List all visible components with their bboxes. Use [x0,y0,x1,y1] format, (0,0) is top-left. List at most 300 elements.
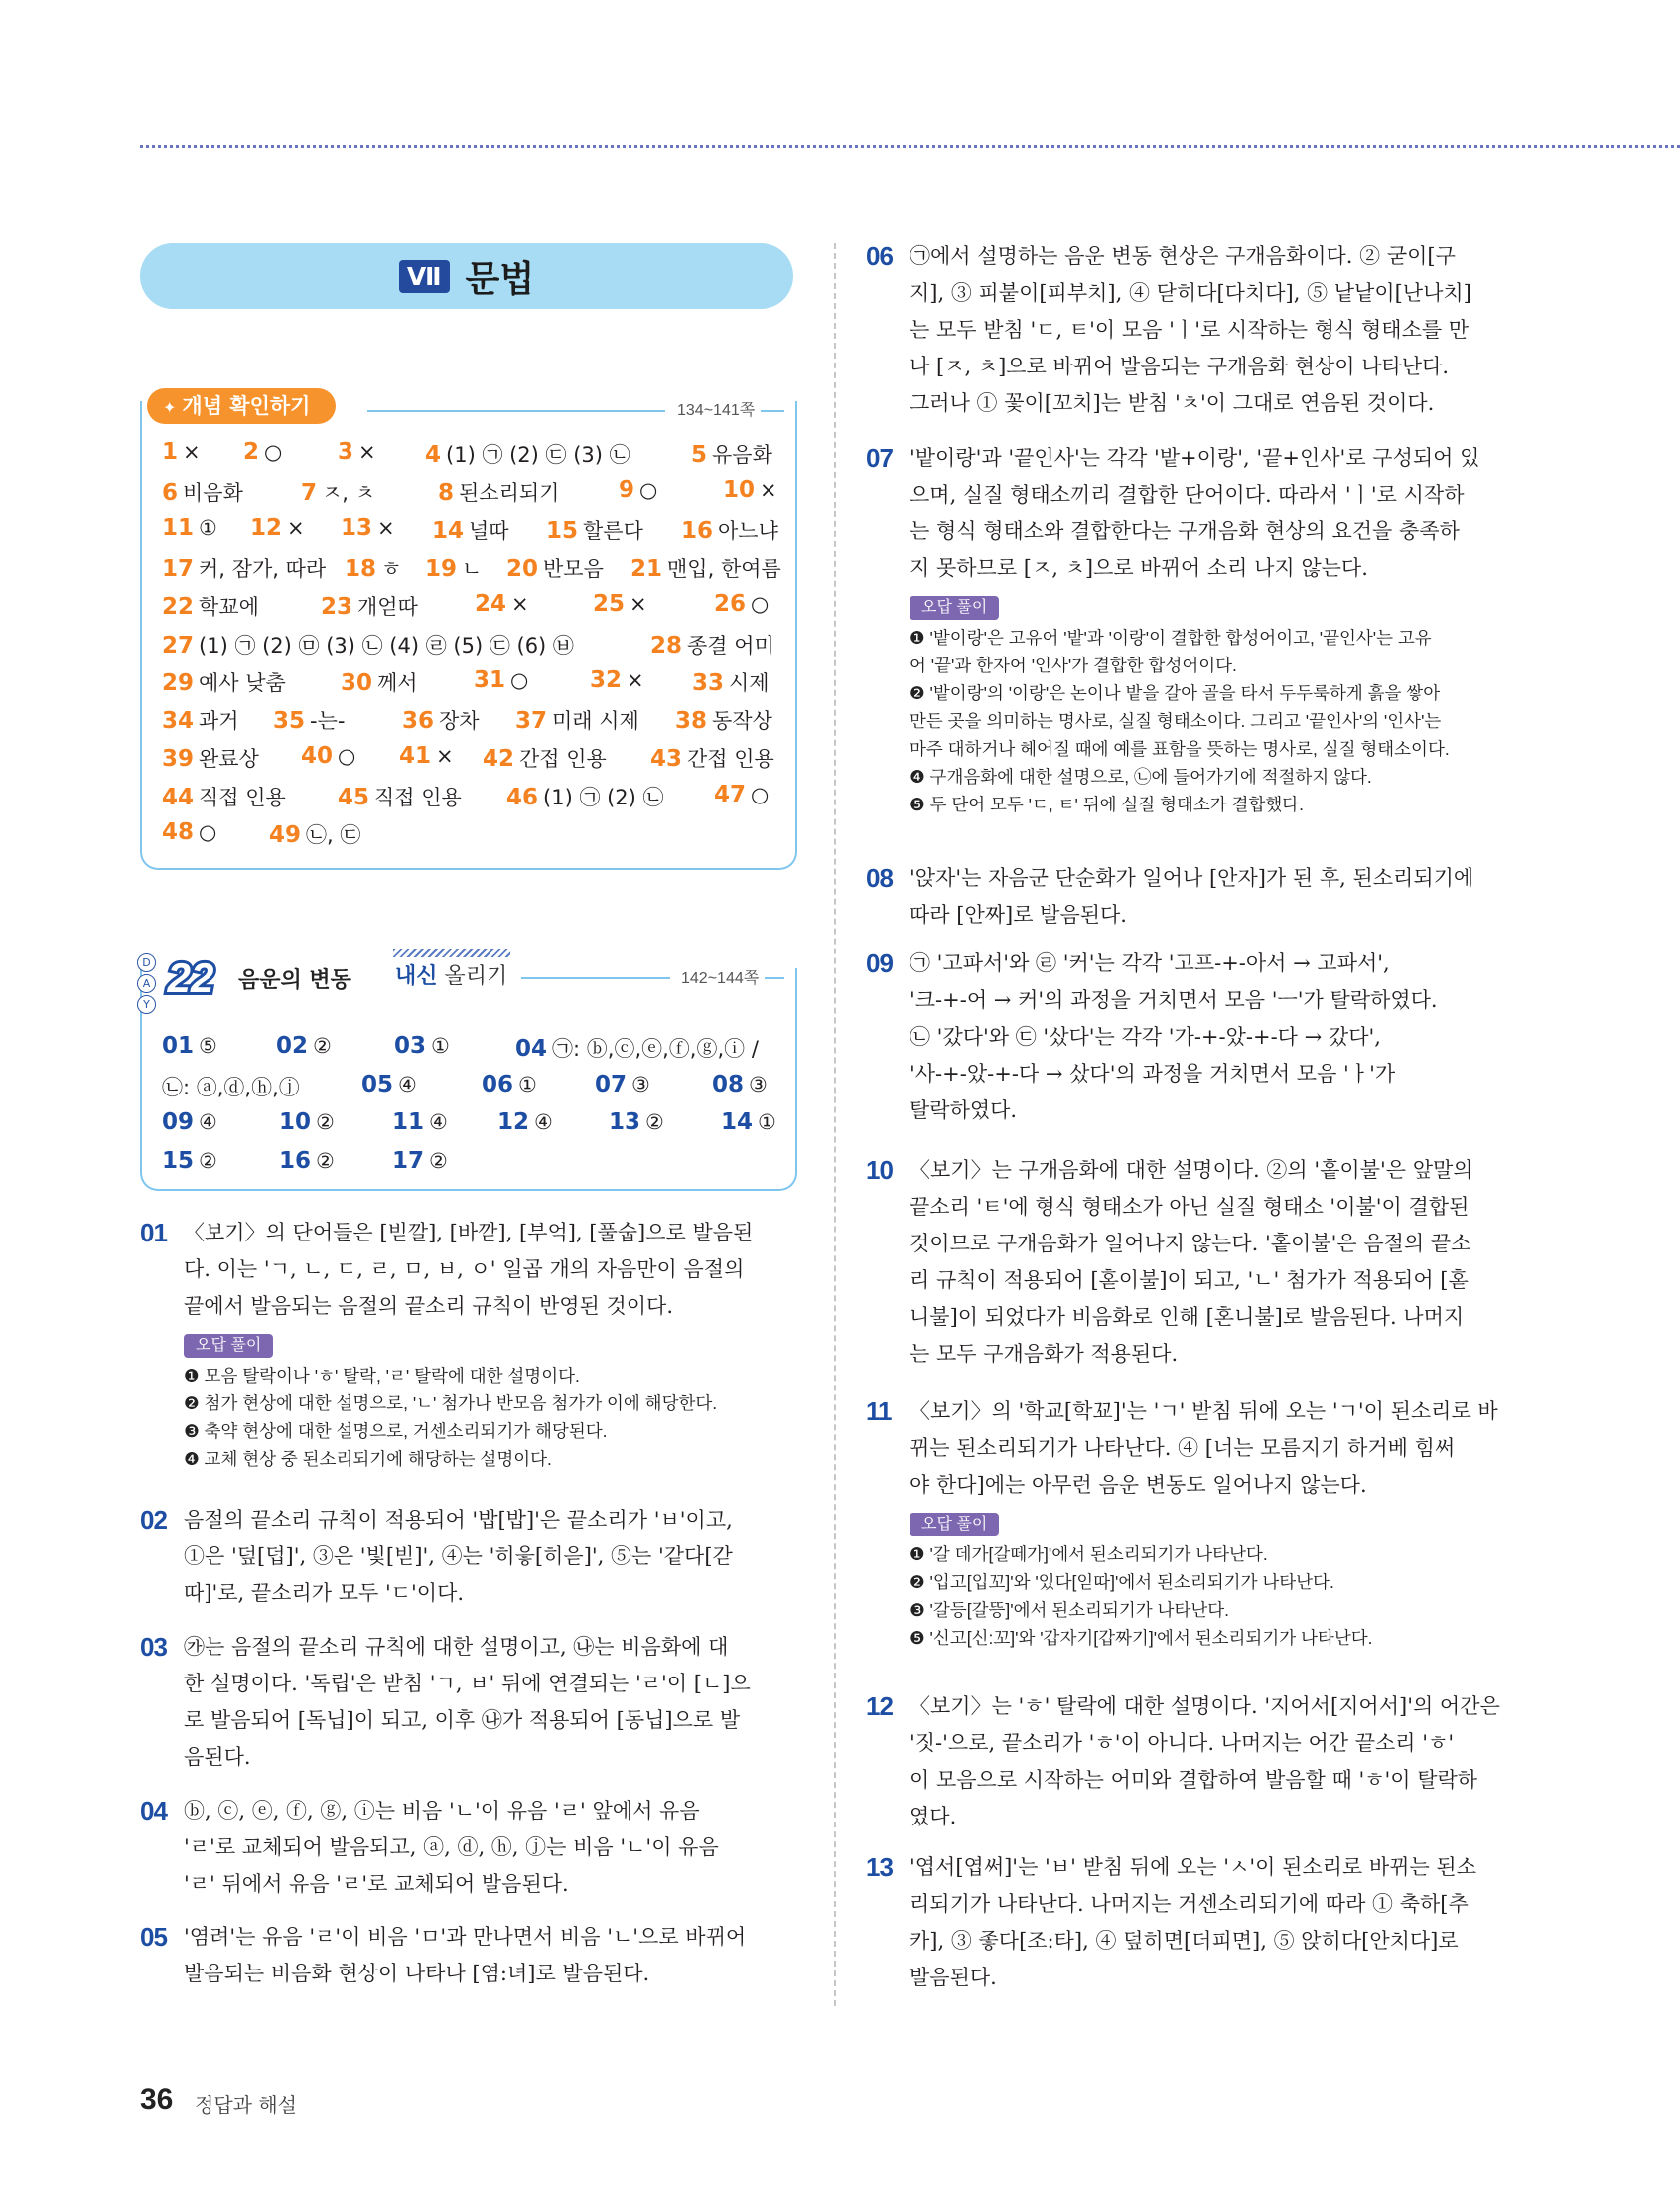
concept-box-top-line [367,410,665,412]
answer-text: ② [316,1148,335,1173]
answer-text: ④ [398,1072,417,1096]
answer-number: 30 [341,669,373,696]
explanation-line: 끝에서 발음되는 음절의 끝소리 규칙이 반영된 것이다. [184,1294,674,1318]
answer-number: 13 [341,514,373,541]
explanation-body [910,1688,1521,1835]
explanation-number: 08 [866,863,893,893]
explanation-body [910,946,1521,1129]
explanation-item [140,1793,795,1903]
answer-item [162,553,326,583]
wrong-answer-line: ❹ 구개음화에 대한 설명으로, ㉡에 들어가기에 적절하지 않다. [910,767,1372,787]
answer-item [723,477,777,503]
answer-number: 26 [714,591,747,618]
answer-item [273,705,345,735]
answer-number: 6 [162,480,179,507]
section-roman-numeral: Ⅶ [399,260,450,293]
answer-item [399,743,454,769]
answer-row [162,782,777,815]
day-number-badge [159,950,222,1004]
explanation-line: 따라 [안짜]로 발음된다. [910,903,1127,927]
wrong-answer-notes [184,1362,795,1473]
wrong-answer-tag: 오답 풀이 [910,1513,999,1536]
answer-number: 5 [691,442,708,468]
answer-row [162,819,777,853]
explanation-number: 03 [140,1632,167,1662]
answer-number: 11 [392,1109,425,1135]
answer-number: 47 [714,781,747,807]
answer-text: 간접 인용 [519,747,607,772]
answer-item [691,439,772,469]
explanation-line: 탈락하였다. [910,1098,1018,1122]
answer-item [162,1109,217,1135]
explanation-line: 이 모음으로 시작하는 어미와 결합하여 발음할 때 'ㅎ'이 탈락하 [910,1768,1478,1792]
explanation-body [184,1502,795,1612]
answer-text: 동작상 [712,709,772,734]
answer-item [650,743,774,773]
wrong-answer-line: ❷ 첨가 현상에 대한 설명으로, 'ㄴ' 첨가나 반모음 첨가가 이에 해당한다. [184,1393,718,1413]
explanation-line: 것이므로 구개음화가 일어나지 않는다. '홑이불'은 음절의 끝소 [910,1232,1471,1255]
explanation-line: 끝소리 'ㅌ'에 형식 형태소가 아닌 실질 형태소 '이불'이 결합된 [910,1195,1470,1219]
explanation-item [866,440,1521,818]
explanation-number: 09 [866,949,893,978]
explanation-number: 07 [866,443,893,473]
answer-text: ② [316,1110,335,1134]
answer-number: 35 [273,708,306,735]
explanation-line: 한 설명이다. '독립'은 받침 'ㄱ, ㅂ' 뒤에 연결되는 'ㄹ'이 [ㄴ]으 [184,1672,751,1695]
answer-text: (1) ㉠ (2) ㉢ (3) ㉡ [446,443,630,467]
answer-text: ② [313,1034,332,1058]
explanation-number: 04 [140,1796,167,1825]
wrong-answer-line: ❺ '신고[신:꼬]'와 '갑자기[갑짜기]'에서 된소리되기가 나타난다. [910,1628,1373,1648]
answer-item [338,782,462,811]
explanation-body [910,1849,1521,1996]
explanation-line: ⓑ, ⓒ, ⓔ, ⓕ, ⓖ, ⓘ는 비음 'ㄴ'이 유음 'ㄹ' 앞에서 유음 [184,1799,700,1823]
explanation-line: '엽서[엽써]'는 'ㅂ' 받침 뒤에 오는 'ㅅ'이 된소리로 바뀌는 된소 [910,1855,1477,1879]
answer-text: 장차 [439,709,480,734]
explanation-item [140,1215,795,1473]
answer-text: ① [431,1034,450,1058]
answer-text: ② [645,1110,664,1134]
answer-item [650,630,774,659]
column-divider [834,243,836,2006]
answer-text: 반모음 [543,556,604,581]
answer-text: ① [518,1072,537,1096]
explanation-line: 음된다. [184,1745,251,1769]
answer-item [392,1148,448,1174]
answer-text: 미래 시제 [552,709,639,734]
answer-number: 8 [438,480,455,507]
answer-row [162,630,777,663]
answer-item [714,591,769,617]
explanation-line: 는 형식 형태소와 결합한다는 구개음화 현상의 요건을 충족하 [910,519,1460,543]
explanation-number: 05 [140,1922,167,1952]
answer-number: 39 [162,746,195,773]
answer-text: 널따 [469,518,509,543]
wrong-answer-line: 만든 곳을 의미하는 명사로, 실질 형태소이다. 그리고 '끝인사'의 '인사'는 [910,711,1442,731]
wrong-answer-line: ❸ '갈등[갈뜽]'에서 된소리되기가 나타난다. [910,1600,1230,1620]
answer-item [162,743,259,773]
answer-text: × [630,592,647,617]
answer-number: 20 [506,555,539,582]
answer-number: 01 [162,1033,195,1059]
answer-text: ○ [264,440,283,464]
answer-text: 종결 어미 [687,633,774,657]
explanation-line: 카], ③ 좋다[조:타], ④ 덮히면[더피면], ⑤ 앉히다[안치다]로 [910,1929,1459,1953]
concept-page-range: 134~141쪽 [671,397,761,420]
answer-number: 32 [590,666,623,693]
answer-number: 18 [345,555,377,582]
answer-text: ㉡: ⓐ,ⓓ,ⓗ,ⓙ [162,1075,300,1099]
wrong-answer-line: ❶ '밭이랑'은 고유어 '밭'과 '이랑'이 결합한 합성어이고, '끝인사'는 고유 [910,628,1432,648]
answer-text: × [436,744,454,769]
answer-row [162,743,777,777]
answer-text: ○ [199,820,217,844]
answer-number: 12 [250,514,283,541]
answer-number: 1 [162,439,179,465]
answer-item [321,591,418,621]
answer-item [474,667,528,693]
answer-row [162,439,777,473]
answer-item [506,553,604,583]
explanation-item [866,1393,1521,1652]
answer-number: 04 [515,1036,548,1062]
wrong-answer-line: ❷ '입고[입꼬]'와 '있다[읻따]'에서 된소리되기가 나타난다. [910,1572,1334,1592]
explanation-line: 지 못하므로 [ㅈ, ㅊ]으로 바뀌어 소리 나지 않는다. [910,556,1368,580]
answer-text: 직접 인용 [199,785,286,809]
answer-item [162,477,243,507]
answer-text: ○ [338,744,356,769]
explanation-line: ①은 '덮[덥]', ③은 '빛[빋]', ④는 '히읗[히읃]', ⑤는 '같다[갇 [184,1544,733,1568]
answer-item [482,1072,537,1097]
answer-row [162,667,777,701]
answer-item [475,591,529,617]
answer-text: 완료상 [199,747,259,772]
answer-text: × [183,440,201,464]
answer-item [515,705,639,735]
answer-text: (1) ㉠ (2) ㉤ (3) ㉡ (4) ㉣ (5) ㉢ (6) ㉥ [199,633,574,657]
explanation-line: 니불]이 되었다가 비음화로 인해 [혼니불]로 발음된다. 나머지 [910,1305,1465,1329]
top-dotted-rule [140,145,1680,148]
answer-item [609,1109,664,1135]
answer-item [269,819,360,849]
explanation-line: 으며, 실질 형태소끼리 결합한 단어이다. 따라서 'ㅣ'로 시작하 [910,483,1465,507]
explanation-line: '밭이랑'과 '끝인사'는 각각 '밭+이랑', '끝+인사'로 구성되어 있 [910,446,1480,470]
answer-text: ○ [751,782,770,806]
explanation-item [866,860,1521,934]
answer-text: ② [199,1148,217,1173]
answer-item [162,591,259,621]
answer-text: ㅎ [381,556,402,581]
answer-number: 19 [425,555,458,582]
answer-item [483,743,607,773]
answer-text: 과거 [199,709,239,734]
day-tag [395,959,507,990]
answer-text: × [627,667,644,692]
answer-item [162,782,286,811]
explanation-item [866,1152,1521,1373]
answer-number: 3 [338,439,354,465]
answer-text: 맨입, 한여름 [667,556,781,581]
wrong-answer-line: ❹ 교체 현상 중 된소리되기에 해당하는 설명이다. [184,1449,552,1469]
answer-number: 28 [650,632,683,658]
footer-label: 정답과 해설 [195,2093,297,2116]
answer-number: 08 [712,1071,745,1097]
answer-text: ㄴ [462,556,483,581]
wrong-answer-tag: 오답 풀이 [910,596,999,620]
explanation-item [866,1849,1521,1996]
explanation-line: 〈보기〉는 'ㅎ' 탈락에 대한 설명이다. '지어서[지어서]'의 어간은 [910,1694,1500,1718]
answer-number: 05 [361,1071,394,1097]
explanation-line: 음절의 끝소리 규칙이 적용되어 '밥[밥]'은 끝소리가 'ㅂ'이고, [184,1508,733,1532]
answer-item [675,705,772,735]
answer-number: 37 [515,708,548,735]
explanation-line: 따]'로, 끝소리가 모두 'ㄷ'이다. [184,1581,465,1605]
answer-number: 06 [482,1071,514,1097]
answer-item [595,1072,650,1097]
day-letter: A [137,974,156,993]
answer-item [432,515,509,545]
explanation-line: 는 모두 구개음화가 적용된다. [910,1342,1179,1366]
explanation-item [140,1919,795,1992]
answer-text: 커, 잠가, 따라 [199,556,327,581]
explanation-number: 10 [866,1155,893,1185]
answer-number: 10 [723,477,756,504]
answer-item [276,1033,332,1059]
answer-item [301,743,355,769]
explanation-line: '짓-'으로, 끝소리가 'ㅎ'이 아니다. 나머지는 어간 끝소리 'ㅎ' [910,1731,1455,1755]
answer-item [714,782,769,807]
answer-row [162,1072,777,1105]
answer-item [681,515,778,545]
answer-number: 14 [721,1109,754,1135]
concept-check-tab [147,388,336,424]
answer-number: 49 [269,822,302,848]
wrong-answer-tag: 오답 풀이 [184,1334,273,1358]
answer-text: 시제 [729,670,770,695]
answer-number: 07 [595,1071,628,1097]
answer-item [279,1148,335,1174]
explanation-body [910,1393,1521,1652]
answer-item [162,667,286,697]
answer-number: 02 [276,1033,309,1059]
answer-text: ② [429,1148,448,1173]
answer-number: 44 [162,784,195,810]
explanation-line: 였다. [910,1805,957,1828]
answer-number: 36 [402,708,435,735]
answer-text: ㅈ, ㅊ [322,481,375,506]
answer-number: 12 [497,1109,530,1135]
answer-text: ㉡, ㉢ [306,823,361,847]
explanation-line: 리되기가 나타난다. 나머지는 거센소리되기에 따라 ① 축하[추 [910,1892,1469,1916]
answer-item [162,1148,217,1174]
answer-number: 13 [609,1109,641,1135]
answer-number: 09 [162,1109,195,1135]
explanation-body [184,1629,795,1776]
answer-text: 직접 인용 [374,785,462,809]
answer-text: -는- [310,709,346,734]
wrong-answer-line: 마주 대하거나 헤어질 때에 예를 표함을 뜻하는 명사로, 실질 형태소이다. [910,739,1450,759]
explanation-line: 발음된다. [910,1966,997,1989]
answer-item [341,515,395,541]
explanation-item [140,1629,795,1776]
explanation-line: '앉자'는 자음군 단순화가 일어나 [안자]가 된 후, 된소리되기에 [910,866,1474,890]
answer-item [361,1072,417,1097]
explanation-item [140,1502,795,1612]
answer-number: 15 [546,517,579,544]
explanation-line: 다. 이는 'ㄱ, ㄴ, ㄷ, ㄹ, ㅁ, ㅂ, ㅇ' 일곱 개의 자음만이 음절의 [184,1257,745,1281]
answer-item [721,1109,776,1135]
concept-check-label: 개념 확인하기 [182,394,311,418]
answer-number: 2 [243,439,260,465]
answer-item [497,1109,553,1135]
day-box-top-line [521,977,670,979]
answer-number: 16 [681,517,714,544]
answer-number: 7 [301,480,318,507]
answer-item [162,1072,300,1101]
wrong-answer-line: ❸ 축약 현상에 대한 설명으로, 거센소리되기가 해당된다. [184,1421,608,1441]
answer-text: × [287,515,305,540]
answer-item [630,553,781,583]
explanation-number: 06 [866,241,893,271]
answer-item [394,1033,450,1059]
answer-number: 42 [483,746,515,773]
explanation-body [184,1793,795,1903]
answer-number: 22 [162,594,195,621]
answer-number: 31 [474,666,506,693]
answer-text: ○ [639,478,658,503]
answer-number: 27 [162,632,195,658]
explanation-line: 리 규칙이 적용되어 [혿이불]이 되고, 'ㄴ' 첨가가 적용되어 [혿 [910,1268,1469,1292]
day-tag-decoration [393,949,510,957]
answer-text: ① [758,1110,776,1134]
explanation-line: 'ㄹ' 뒤에서 유음 'ㄹ'로 교체되어 발음된다. [184,1872,569,1896]
answer-item [425,439,630,469]
answer-text: 개얻따 [357,595,418,620]
answer-number: 14 [432,517,465,544]
explanation-line: 로 발음되어 [독닙]이 되고, 이후 ㉯가 적용되어 [동닙]으로 발 [184,1708,741,1732]
answer-number: 21 [630,555,663,582]
explanation-number: 01 [140,1218,167,1247]
answer-text: ④ [429,1110,448,1134]
answer-number: 29 [162,669,195,696]
answer-item [506,782,664,811]
answer-number: 40 [301,743,334,770]
answer-text: × [377,515,395,540]
answer-text: 간접 인용 [687,747,774,772]
plus-icon: ✦ [163,398,177,417]
explanation-line: 뀌는 된소리되기가 나타난다. ④ [너는 모름지기 하거베 힘써 [910,1436,1456,1460]
answer-number: 23 [321,594,353,621]
day-tag-bold: 내신 [395,964,438,989]
answer-number: 41 [399,743,432,770]
section-title: 문법 [465,258,535,300]
explanation-line: 지], ③ 피붙이[피부치], ④ 닫히다[다치다], ⑤ 낱낱이[난나치] [910,281,1471,305]
explanation-line: 'ㄹ'로 교체되어 발음되고, ⓐ, ⓓ, ⓗ, ⓙ는 비음 'ㄴ'이 유음 [184,1835,719,1859]
answer-item [279,1109,335,1135]
day-letter: D [137,953,156,972]
answer-item [162,1033,217,1059]
answer-number: 33 [692,669,725,696]
explanation-line: ㉠ '고파서'와 ㉣ '커'는 각각 '고프-+-아서 → 고파서', [910,951,1390,975]
answer-text: × [358,440,376,464]
day-letter: Y [137,995,156,1014]
answer-item [712,1072,768,1097]
answer-number: 17 [162,555,195,582]
answer-number: 24 [475,591,507,618]
answer-text: ① [199,515,217,540]
answer-row [162,1109,777,1143]
answer-item [162,819,216,845]
answer-number: 45 [338,784,370,810]
answer-number: 48 [162,819,195,845]
explanation-line: ㉮는 음절의 끝소리 규칙에 대한 설명이고, ㉯는 비음화에 대 [184,1635,729,1659]
explanation-line: 는 모두 받침 'ㄷ, ㅌ'이 모음 'ㅣ'로 시작하는 형식 형태소를 만 [910,318,1470,342]
wrong-answer-line: ❷ '밭이랑'의 '이랑'은 논이나 밭을 갈아 골을 타서 두두룩하게 흙을 쌓아 [910,683,1441,703]
answer-text: 아느냐 [718,518,778,543]
explanation-line: '사-+-았-+-다 → 샀다'의 과정을 거치면서 모음 'ㅏ'가 [910,1062,1396,1086]
answer-text: ④ [199,1110,217,1134]
section-title-banner [140,243,793,309]
explanation-line: 〈보기〉의 단어들은 [빋깔], [바깓], [부억], [풀숩]으로 발음된 [184,1221,754,1244]
explanation-line: 〈보기〉는 구개음화에 대한 설명이다. ②의 '홑이불'은 앞말의 [910,1158,1473,1182]
day-tag-light: 올리기 [437,964,508,989]
answer-item [301,477,375,507]
answer-item [345,553,401,583]
day-box-top-line-end [765,977,784,979]
day-number: 22 [167,954,214,1001]
answer-text: 할른다 [583,518,643,543]
wrong-answer-notes [910,624,1521,818]
answer-text: × [511,592,529,617]
answer-item [162,515,217,541]
explanation-line: 야 한다]에는 아무런 음운 변동도 일어나지 않는다. [910,1473,1367,1497]
answer-text: 예사 낮춤 [199,670,286,695]
explanation-body [184,1919,795,1992]
explanation-item [866,238,1521,422]
day-vertical-label [137,953,155,1016]
answer-number: 46 [506,784,539,810]
answer-text: ④ [534,1110,553,1134]
answer-text: 비음화 [183,481,243,506]
answer-text: 유음화 [712,443,772,467]
wrong-answer-notes [910,1540,1521,1652]
answer-item [402,705,480,735]
answer-row [162,477,777,511]
answer-text: 학꾜에 [199,595,259,620]
answer-item [162,630,574,659]
answer-item [546,515,643,545]
answer-item [515,1033,759,1063]
explanation-item [866,1688,1521,1835]
answer-text: ○ [510,667,529,692]
answer-text: ③ [631,1072,650,1096]
answer-row [162,1148,777,1182]
explanation-body [910,860,1521,934]
explanation-line: '염려'는 유음 'ㄹ'이 비음 'ㅁ'과 만나면서 비음 'ㄴ'으로 바뀌어 [184,1925,747,1949]
answer-row [162,1033,777,1067]
answer-number: 43 [650,746,683,773]
explanation-line: ㉡ '갔다'와 ㉢ '샀다'는 각각 '가-+-았-+-다 → 갔다', [910,1025,1381,1049]
answer-number: 17 [392,1147,425,1174]
answer-row [162,705,777,739]
answer-number: 38 [675,708,708,735]
answer-item [590,667,644,693]
answer-number: 4 [425,442,442,468]
answer-text: ⑤ [199,1034,217,1058]
answer-text: ③ [749,1072,768,1096]
explanation-line: 나 [ㅈ, ㅊ]으로 바뀌어 발음되는 구개음화 현상이 나타난다. [910,355,1450,378]
explanation-line: ㉠에서 설명하는 음운 변동 현상은 구개음화이다. ② 굳이[구 [910,244,1456,268]
